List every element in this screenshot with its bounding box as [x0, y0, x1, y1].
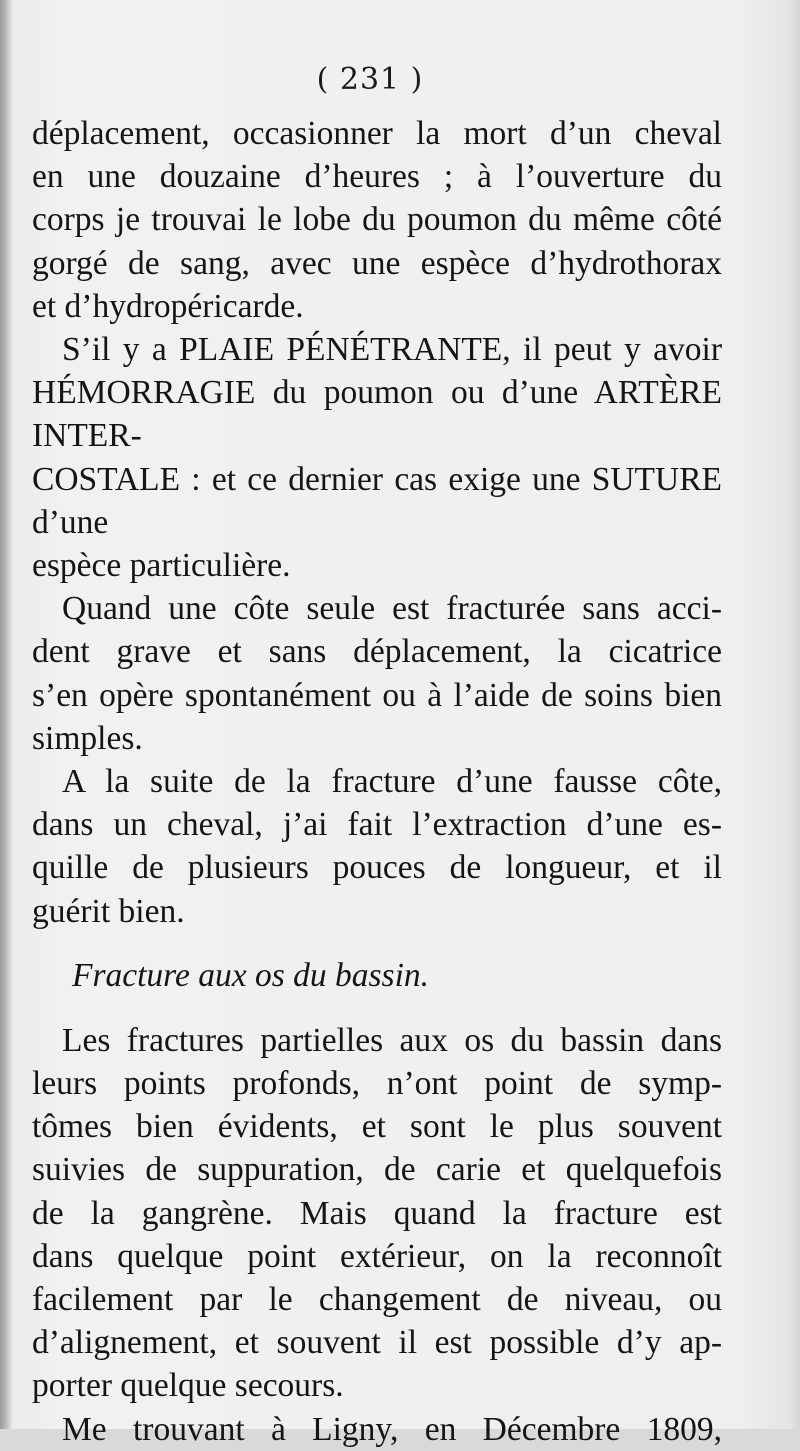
text-line: HÉMORRAGIE du poumon ou d’une ARTÈRE INTER- [32, 374, 722, 455]
text-line: S’il y a PLAIE PÉNÉTRANTE, il peut y avoir [62, 331, 722, 369]
text-line: s’en opère spontanément ou à l’aide de soins bien [32, 676, 722, 714]
text-line: en une douzaine d’heures ; à l’ouverture du [32, 158, 722, 196]
text-line: corps je trouvai le lobe du poumon du même côté [32, 201, 722, 239]
text-line: dans quelque point extérieur, on la reconnoît [32, 1237, 722, 1275]
text-line: leurs points profonds, n’ont point de symp- [32, 1065, 722, 1103]
text-line: quille de plusieurs pouces de longueur, et il [32, 849, 722, 887]
text-line: dent grave et sans déplacement, la cicatrice [32, 633, 722, 671]
text-line: simples. [32, 719, 143, 757]
text-line: déplacement, occasionner la mort d’un cheval [32, 115, 722, 152]
text-line: Quand une côte seule est fracturée sans acci- [62, 590, 722, 628]
text-line: gorgé de sang, avec une espèce d’hydrothorax [32, 244, 722, 282]
section-heading: Fracture aux os du bassin. [72, 956, 430, 994]
text-line: d’alignement, et souvent il est possible d’y ap- [32, 1324, 722, 1362]
page-number: ( 231 ) [316, 62, 424, 97]
text-line: facilement par le changement de niveau, ou [32, 1281, 722, 1319]
text-line: Les fractures partielles aux os du bassin dans [62, 1021, 722, 1059]
text-line: et d’hydropéricarde. [32, 287, 304, 325]
text-line: porter quelque secours. [32, 1367, 344, 1405]
text-line: Me trouvant à Ligny, en Décembre 1809, [62, 1410, 722, 1448]
text-line: de la gangrène. Mais quand la fracture est [32, 1194, 722, 1232]
text-line: espèce particulière. [32, 547, 291, 585]
text-line: A la suite de la fracture d’une fausse côte, [62, 763, 722, 801]
text-line: tômes bien évidents, et sont le plus souvent [32, 1108, 722, 1146]
text-line: dans un cheval, j’ai fait l’extraction d’une es- [32, 806, 722, 844]
text-line: guérit bien. [32, 892, 185, 930]
text-line: suivies de suppuration, de carie et quelquefois [32, 1151, 722, 1189]
body-text [32, 112, 722, 1451]
text-line: COSTALE : et ce dernier cas exige une SUTURE d’une [32, 460, 722, 541]
page-gutter-shadow [0, 0, 12, 1429]
